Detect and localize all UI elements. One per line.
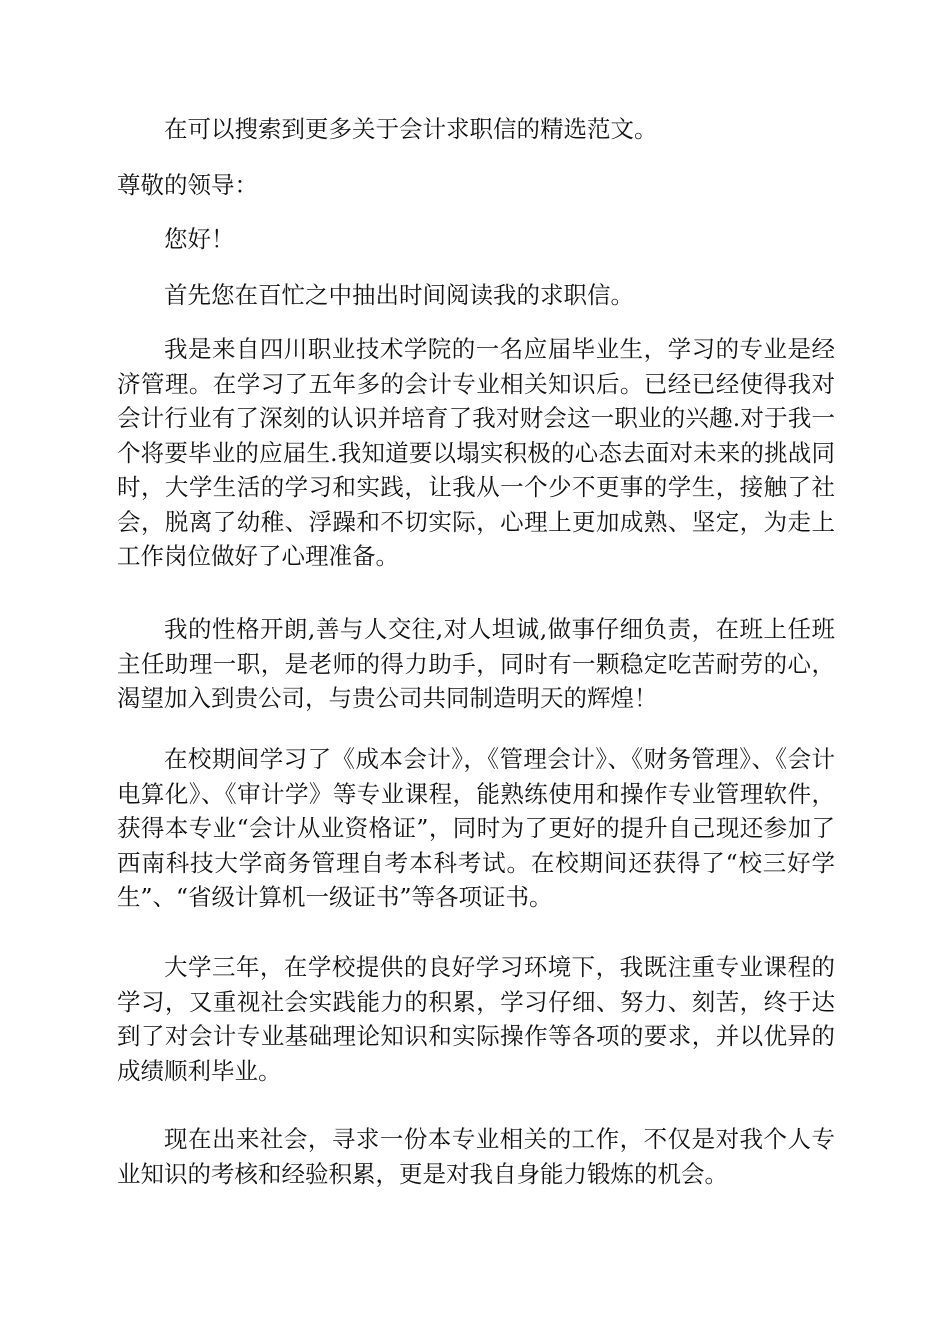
salutation: 尊敬的领导： (117, 171, 258, 199)
self-introduction-paragraph: 我是来自四川职业技术学院的一名应届毕业生，学习的专业是经济管理。在学习了五年多的会计专业相关知识后。已经已经使得我对会计行业有了深刻的认识并培育了我对财会这一职业的兴趣.对于我一个将要毕业的应届生.我知道要以塌实积极的心态去面对未来的挑战同时，大学生活的学习和实践，让我从一个少不更事的学生，接触了社会，脱离了幼稚、浮躁和不切实际，心理上更加成熟、坚定，为走上工作岗位做好了心理准备。 (117, 335, 835, 570)
closing-paragraph: 现在出来社会，寻求一份本专业相关的工作，不仅是对我个人专业知识的考核和经验积累，更是对我自身能力锻炼的机会。 (117, 1125, 835, 1188)
college-years-paragraph: 大学三年，在学校提供的良好学习环境下，我既注重专业课程的学习，又重视社会实践能力的积累，学习仔细、努力、刻苦，终于达到了对会计专业基础理论知识和实际操作等各项的要求，并以优异的成绩顺利毕业。 (117, 953, 835, 1085)
opening-paragraph: 首先您在百忙之中抽出时间阅读我的求职信。 (164, 281, 634, 309)
study-paragraph: 在校期间学习了《成本会计》，《管理会计》、《财务管理》、《会计电算化》、《审计学》等专业课程，能熟练使用和操作专业管理软件，获得本专业“会计从业资格证”，同时为了更好的提升自己现还参加了西南科技大学商务管理自考本科考试。在校期间还获得了“校三好学生”、“省级计算机一级证书”等各项证书。 (117, 745, 835, 911)
intro-line: 在可以搜索到更多关于会计求职信的精选范文。 (164, 115, 658, 143)
greeting: 您好！ (164, 225, 235, 253)
character-paragraph: 我的性格开朗,善与人交往,对人坦诚,做事仔细负责，在班上任班主任助理一职，是老师的得力助手，同时有一颗稳定吃苦耐劳的心，渴望加入到贵公司，与贵公司共同制造明天的辉煌！ (117, 615, 835, 712)
